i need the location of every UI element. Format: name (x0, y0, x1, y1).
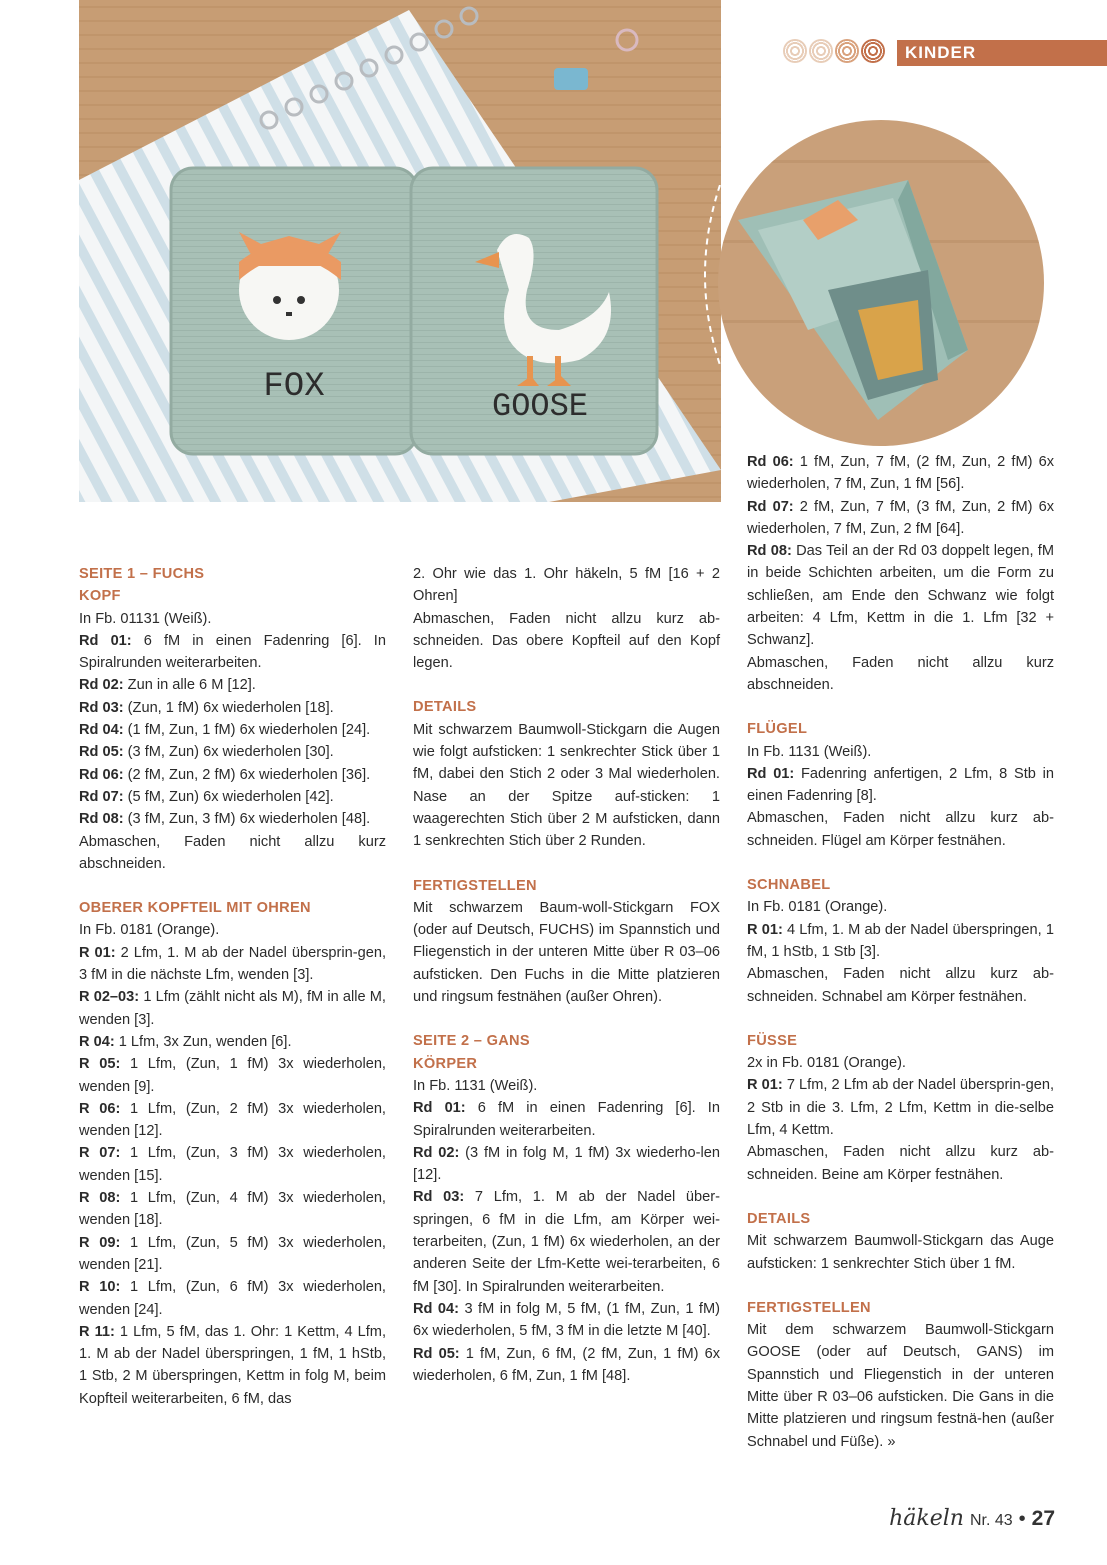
text-column-3 (747, 451, 1054, 1453)
instruction-row (79, 764, 386, 786)
difficulty-rating (783, 39, 885, 63)
row-label: Rd 07: (79, 788, 124, 805)
row-label: R 07: (79, 1145, 121, 1162)
row-label: R 11: (79, 1323, 115, 1340)
book-detail-photo (718, 120, 1044, 446)
section-heading: KÖRPER (413, 1055, 478, 1072)
section-heading: KOPF (79, 588, 121, 605)
row-label: Rd 01: (413, 1100, 466, 1117)
row-label: R 02–03: (79, 989, 140, 1006)
row-text: 1 Lfm, (Zun, 5 fM) 3x wiederholen, wenden [21]. (79, 1234, 386, 1273)
instruction-row (79, 674, 386, 696)
category-label: KINDER (897, 40, 1107, 66)
row-label: Rd 01: (747, 765, 795, 782)
row-text: 1 Lfm, (Zun, 4 fM) 3x wiederholen, wenden [18]. (79, 1190, 386, 1229)
section-heading: SEITE 1 – FUCHS (79, 566, 205, 582)
body-text: Mit dem schwarzem Baumwoll-Stickgarn GOOSE (oder auf Deutsch, GANS) im Spannstich und Fliegenstich in der unteren Mitte über R 03–06 aufsticken. Die Gans in die Mitte platzieren und ringsum festnä-hen (außer Schnabel und Füße). » (747, 1322, 1054, 1450)
row-label: Rd 07: (747, 498, 794, 515)
instruction-row (79, 1053, 386, 1098)
fox-label: FOX (263, 368, 325, 406)
row-text: 7 Lfm, 2 Lfm ab der Nadel übersprin-gen, 2 Stb in die 3. Lfm, 2 Lfm, Kettm in die-selbe Lfm, 4 Kettm. (747, 1077, 1055, 1139)
instruction-row (79, 1098, 386, 1143)
instruction-row (413, 1097, 720, 1142)
row-label: Rd 03: (413, 1189, 465, 1206)
row-label: R 09: (79, 1234, 121, 1251)
row-label: R 01: (747, 921, 783, 938)
row-label: Rd 02: (79, 677, 124, 694)
section-heading: OBERER KOPFTEIL MIT OHREN (79, 900, 311, 917)
book-detail-illustration (718, 120, 1044, 446)
row-text: 1 Lfm, (Zun, 3 fM) 3x wiederholen, wenden [15]. (79, 1145, 386, 1184)
body-text: In Fb. 0181 (Orange). (79, 922, 220, 939)
instruction-row (79, 697, 386, 719)
body-text: In Fb. 1131 (Weiß). (747, 743, 872, 760)
row-label: Rd 08: (747, 543, 792, 560)
body-text: In Fb. 0181 (Orange). (747, 899, 888, 916)
instruction-row (79, 719, 386, 741)
row-label: R 08: (79, 1190, 121, 1207)
row-text: 1 Lfm, 3x Zun, wenden [6]. (118, 1033, 292, 1050)
section-heading: FERTIGSTELLEN (747, 1299, 871, 1316)
row-text: 1 Lfm (zählt nicht als M), fM in alle M, wenden [3]. (79, 989, 386, 1028)
body-text: Mit schwarzem Baum-woll-Stickgarn FOX (oder auf Deutsch, FUCHS) im Spannstich und Fliegenstich in der unteren Mitte über R 03–06 aufsticken. Den Fuchs in die Mitte platzieren und ringsum festnähen (außer Ohren). (413, 899, 720, 1006)
body-text: Abmaschen, Faden nicht allzu kurz ab-schneiden. Flügel am Körper festnähen. (747, 810, 1054, 849)
instruction-row (747, 540, 1054, 651)
section-gap (747, 1275, 1054, 1297)
instruction-row (79, 1031, 386, 1053)
row-text: Fadenring anfertigen, 2 Lfm, 8 Stb in einen Fadenring [8]. (747, 765, 1054, 805)
row-label: Rd 06: (79, 766, 124, 783)
body-text: In Fb. 1131 (Weiß). (413, 1077, 538, 1094)
row-label: Rd 05: (413, 1345, 460, 1362)
row-text: 1 fM, Zun, 7 fM, (2 fM, Zun, 2 fM) 6x wiederholen, 7 fM, Zun, 1 fM [56]. (747, 454, 1054, 493)
row-text: 2 Lfm, 1. M ab der Nadel übersprin-gen, 3 fM in die nächste Lfm, wenden [3]. (79, 944, 386, 984)
instruction-row (79, 1142, 386, 1187)
instruction-row (79, 1276, 386, 1321)
row-text: (5 fM, Zun) 6x wiederholen [42]. (127, 788, 334, 805)
instruction-row (79, 741, 386, 763)
row-label: R 05: (79, 1056, 121, 1073)
body-text: Mit schwarzem Baumwoll-Stickgarn die Augen wie folgt aufsticken: 1 senkrechter Stick über 1 fM, dabei den Stich 2 oder 3 Mal wiederholen. Nase an der Spitze auf-sticken: 1 waagerechten Stich über 2 M aufsticken, dann 1 senkrechten Stich über 2 Runden. (413, 721, 720, 850)
instruction-row (747, 496, 1054, 541)
photo-illustration (79, 0, 721, 502)
instruction-row (413, 1298, 720, 1343)
crochet-book-photo (79, 0, 721, 502)
row-label: R 04: (79, 1033, 115, 1050)
section-gap (747, 696, 1054, 718)
row-text: 3 fM in folg M, 5 fM, (1 fM, Zun, 1 fM) 6x wiederholen, 5 fM, 3 fM in die letzte M [40]. (413, 1300, 720, 1340)
section-gap (79, 875, 386, 897)
row-label: Rd 03: (79, 699, 124, 716)
body-text: 2. Ohr wie das 1. Ohr häkeln, 5 fM [16 + 2 Ohren] (413, 566, 720, 605)
body-text: Abmaschen, Faden nicht allzu kurz abschneiden. (747, 654, 1054, 693)
section-gap (747, 1186, 1054, 1208)
row-text: 6 fM in einen Fadenring [6]. In Spiralrunden weiterarbeiten. (79, 632, 386, 672)
row-text: Das Teil an der Rd 03 doppelt legen, fM in beide Schichten arbeiten, um die Form zu schließen, am Ende den Schwanz wie folgt arbeiten: 4 Lfm, Kettm in die 1. Lfm [32 + Schwanz]. (747, 543, 1054, 649)
page-footer (889, 1506, 1055, 1531)
row-label: Rd 02: (413, 1144, 460, 1161)
row-label: Rd 06: (747, 454, 794, 470)
row-label: R 06: (79, 1100, 121, 1117)
goose-label: GOOSE (491, 388, 589, 425)
instruction-row (79, 1321, 386, 1410)
yarn-icon (809, 39, 833, 63)
yarn-icon (861, 39, 885, 63)
instruction-row (79, 942, 386, 987)
text-column-1 (79, 563, 386, 1410)
instruction-row (79, 808, 386, 830)
body-text: 2x in Fb. 0181 (Orange). (747, 1055, 906, 1072)
section-gap (413, 853, 720, 875)
instruction-row (747, 451, 1054, 496)
row-text: (1 fM, Zun, 1 fM) 6x wiederholen [24]. (127, 722, 371, 739)
body-text: Abmaschen, Faden nicht allzu kurz ab-schneiden. Schnabel am Körper festnähen. (747, 966, 1054, 1005)
body-text: Mit schwarzem Baumwoll-Stickgarn das Auge aufsticken: 1 senkrechter Stich über 1 fM. (747, 1233, 1054, 1272)
instruction-row (79, 786, 386, 808)
body-text: Abmaschen, Faden nicht allzu kurz ab-schneiden. Beine am Körper festnähen. (747, 1144, 1054, 1183)
body-text: Abmaschen, Faden nicht allzu kurz ab-schneiden. Das obere Kopfteil auf den Kopf legen. (413, 610, 720, 672)
row-label: Rd 04: (413, 1300, 460, 1317)
row-text: 1 Lfm, 5 fM, das 1. Ohr: 1 Kettm, 4 Lfm, 1. M ab der Nadel überspringen, 1 fM, 1 hStb, 1 Stb, 2 M überspringen, Kettm in folg M, beim Kopfteil weiterarbeiten, 6 fM, das (79, 1323, 387, 1407)
issue-number: Nr. 43 (969, 1512, 1013, 1529)
instruction-row (79, 1232, 386, 1277)
yarn-icon (835, 39, 859, 63)
row-label: Rd 04: (79, 722, 124, 739)
instruction-row (413, 1142, 720, 1187)
section-heading: DETAILS (747, 1210, 811, 1227)
section-heading: SCHNABEL (747, 877, 831, 894)
section-gap (413, 674, 720, 696)
section-gap (413, 1008, 720, 1030)
row-text: 1 fM, Zun, 6 fM, (2 fM, Zun, 1 fM) 6x wiederholen, 6 fM, Zun, 1 fM [48]. (413, 1345, 720, 1384)
section-gap (747, 852, 1054, 874)
row-text: 1 Lfm, (Zun, 6 fM) 3x wiederholen, wenden [24]. (79, 1279, 386, 1318)
row-text: (2 fM, Zun, 2 fM) 6x wiederholen [36]. (127, 766, 371, 783)
body-text: Abmaschen, Faden nicht allzu kurz abschneiden. (79, 833, 386, 872)
section-heading: SEITE 2 – GANS (413, 1033, 530, 1050)
row-label: Rd 08: (79, 811, 124, 828)
row-text: 1 Lfm, (Zun, 1 fM) 3x wiederholen, wenden [9]. (79, 1056, 386, 1095)
row-text: 6 fM in einen Fadenring [6]. In Spiralrunden weiterarbeiten. (413, 1100, 720, 1139)
instruction-row (79, 1187, 386, 1232)
row-text: (3 fM, Zun) 6x wiederholen [30]. (127, 744, 334, 761)
row-label: R 10: (79, 1279, 121, 1296)
instruction-row (79, 630, 386, 675)
instruction-row (413, 1186, 720, 1297)
section-heading: FERTIGSTELLEN (413, 877, 537, 894)
row-text: (3 fM, Zun, 3 fM) 6x wiederholen [48]. (127, 811, 371, 828)
row-label: R 01: (79, 944, 116, 961)
row-text: 7 Lfm, 1. M ab der Nadel über-springen, 6 fM in die Lfm, am Körper wei-terarbeiten, (Zun, 1 fM) 6x wiederholen, an der anderen Seite der Lfm-Kette wei-terarbeiten, 6 fM [30]. In Spiralrunden weiterarbeiten. (413, 1189, 721, 1295)
row-text: (3 fM in folg M, 1 fM) 3x wiederho-len [12]. (413, 1144, 721, 1184)
instruction-row (79, 986, 386, 1031)
section-heading: DETAILS (413, 699, 477, 716)
row-label: Rd 01: (79, 632, 132, 649)
yarn-icon (783, 39, 807, 63)
section-gap (747, 1008, 1054, 1030)
instruction-row (747, 1074, 1054, 1141)
magazine-brand: häkeln (889, 1506, 964, 1531)
row-text: 4 Lfm, 1. M ab der Nadel überspringen, 1 fM, 1 hStb, 1 Stb [3]. (747, 921, 1054, 960)
page-number: 27 (1031, 1507, 1055, 1530)
row-label: Rd 05: (79, 744, 124, 761)
footer-separator: • (1018, 1508, 1026, 1530)
row-text: (Zun, 1 fM) 6x wiederholen [18]. (127, 699, 334, 716)
section-heading: FLÜGEL (747, 721, 808, 738)
row-text: 1 Lfm, (Zun, 2 fM) 3x wiederholen, wenden [12]. (79, 1100, 386, 1140)
instruction-row (747, 763, 1054, 808)
text-column-2 (413, 563, 720, 1387)
instruction-row (413, 1343, 720, 1388)
section-heading: FÜSSE (747, 1032, 798, 1049)
instruction-row (747, 919, 1054, 964)
body-text: In Fb. 01131 (Weiß). (79, 610, 212, 627)
row-text: 2 fM, Zun, 7 fM, (3 fM, Zun, 2 fM) 6x wiederholen, 7 fM, Zun, 2 fM [64]. (747, 498, 1054, 537)
row-text: Zun in alle 6 M [12]. (127, 677, 256, 694)
row-label: R 01: (747, 1077, 783, 1094)
